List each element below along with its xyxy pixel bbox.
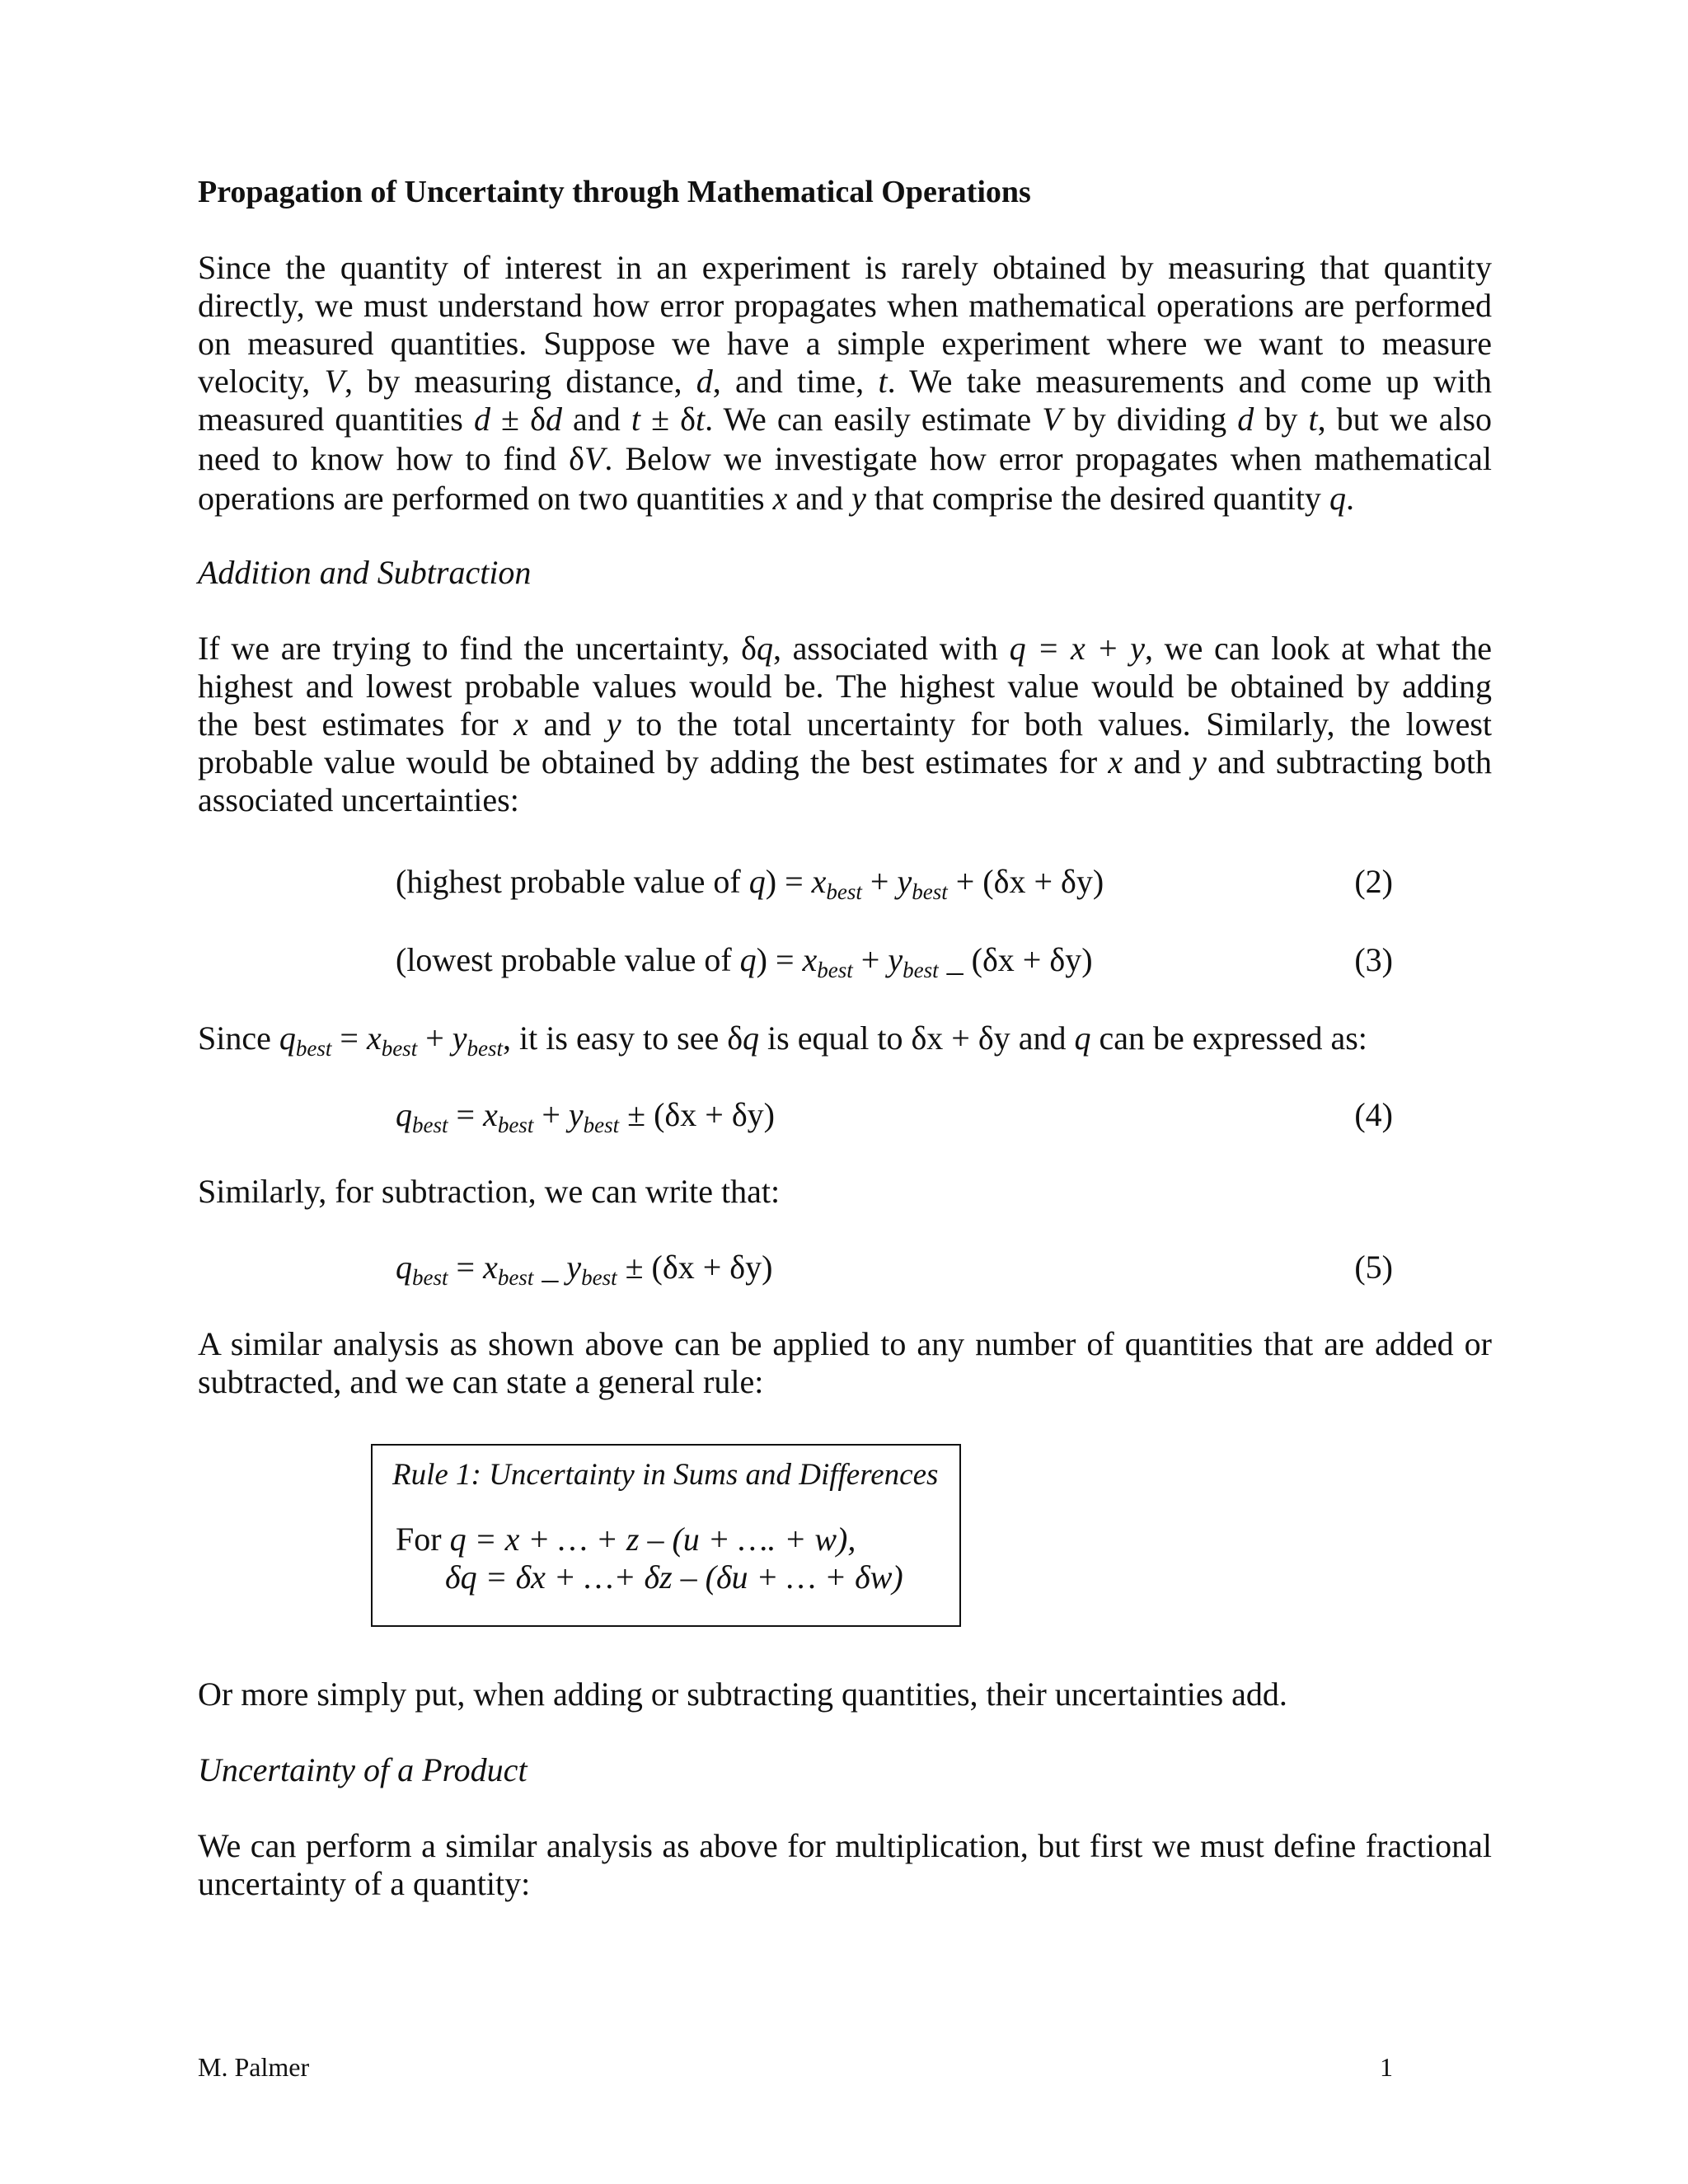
- text-line: need to know how to find δV. Below we investigate how error propagates when mathematical: [198, 440, 1492, 477]
- rule-box: [371, 1444, 961, 1627]
- text-line: Since the quantity of interest in an experiment is rarely obtained by measuring that quantity: [198, 249, 1492, 286]
- section-heading-product: Uncertainty of a Product: [198, 1751, 528, 1788]
- general-rule-paragraph: [198, 1325, 1492, 1401]
- intro-paragraph: [198, 249, 1492, 518]
- since-sentence: Since $q_{best} = x_{best} + y_{best}$, it is easy to see δq is equal to δx + δy and q can be expressed as:: [198, 1019, 1367, 1061]
- equation-expression: (highest probable value of $q) = x_{best} + y_{best} + (\delta x + \delta y)$: [396, 863, 1104, 904]
- rule-title: Rule 1: Uncertainty in Sums and Differences: [392, 1458, 939, 1492]
- rule-formula-1: For q = x + … + z – (u + …. + w),: [396, 1521, 856, 1558]
- section-heading-addition: Addition and Subtraction: [198, 554, 532, 591]
- equation-expression: (lowest probable value of $q) = x_{best} + y_{best}$ _ (δx + δy): [396, 941, 1093, 982]
- summary-sentence: Or more simply put, when adding or subtracting quantities, their uncertainties add.: [198, 1675, 1287, 1713]
- addition-paragraph: [198, 630, 1492, 819]
- text-line: directly, we must understand how error propagates when mathematical operations are performed: [198, 287, 1492, 324]
- page-number: 1: [1380, 2052, 1393, 2082]
- text-line: uncertainty of a quantity:: [198, 1865, 531, 1902]
- text-line: associated uncertainties:: [198, 781, 519, 818]
- rule-formula-2: δq = δx + …+ δz – (δu + … + δw): [445, 1558, 903, 1596]
- equation-number: (3): [1354, 941, 1393, 978]
- text-line: subtracted, and we can state a general rule:: [198, 1363, 764, 1400]
- subtraction-intro: Similarly, for subtraction, we can write that:: [198, 1173, 781, 1210]
- equation-number: (5): [1354, 1249, 1393, 1286]
- text-line: probable value would be obtained by adding the best estimates for x and y and subtracting both: [198, 743, 1492, 780]
- text-line: the best estimates for x and y to the total uncertainty for both values. Similarly, the lowest: [198, 705, 1492, 743]
- equation-number: (4): [1354, 1096, 1393, 1133]
- text-line: measured quantities d ± δd and t ± δt. We can easily estimate V by dividing d by t, but we also: [198, 401, 1493, 438]
- equation-number: (2): [1354, 863, 1393, 900]
- text-line: If we are trying to find the uncertainty, δq, associated with q = x + y, we can look at what the: [198, 630, 1493, 667]
- text-line: We can perform a similar analysis as above for multiplication, but first we must define fractional: [198, 1827, 1492, 1864]
- text-line: velocity, V, by measuring distance, d, and time, t. We take measurements and come up with: [198, 363, 1492, 400]
- text-line: on measured quantities. Suppose we have a simple experiment where we want to measure: [198, 325, 1492, 362]
- product-paragraph: [198, 1827, 1492, 1903]
- footer-author: M. Palmer: [198, 2052, 310, 2082]
- equation-expression: $q_{best} = x_{best} + y_{best} \pm (\delta x + \delta y)$: [396, 1096, 776, 1137]
- page-title: Propagation of Uncertainty through Mathematical Operations: [198, 175, 1031, 209]
- text-line: operations are performed on two quantities x and y that comprise the desired quantity q.: [198, 480, 1354, 517]
- text-line: highest and lowest probable values would be. The highest value would be obtained by adding: [198, 668, 1492, 705]
- text-line: A similar analysis as shown above can be applied to any number of quantities that are added or: [198, 1325, 1492, 1362]
- equation-expression: $q_{best} = x_{best}$ _ $y_{best} \pm (\delta x + \delta y)$: [396, 1249, 773, 1290]
